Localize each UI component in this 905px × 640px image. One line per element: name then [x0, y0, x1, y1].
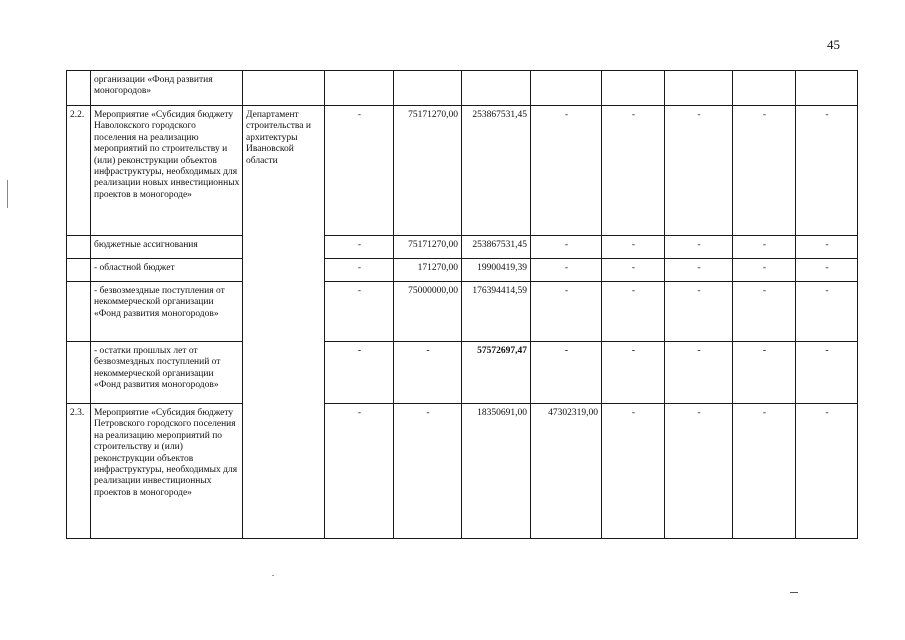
- value-cell: -: [796, 342, 858, 404]
- row-number: 2.2.: [67, 106, 91, 236]
- executor-cell: Департамент строительства и архитектуры Ивановской области: [243, 106, 325, 539]
- value-cell: -: [602, 282, 665, 342]
- row-number: [67, 259, 91, 282]
- value-cell: 176394414,59: [462, 282, 531, 342]
- value-cell: -: [602, 404, 665, 539]
- page-number: 45: [827, 37, 840, 52]
- row-name: - остатки прошлых лет от безвозмездных поступлений от некоммерческой организации «Фонд развития моногородов»: [91, 342, 243, 404]
- row-number: [67, 236, 91, 259]
- value-cell: -: [325, 404, 394, 539]
- value-cell: -: [394, 342, 462, 404]
- value-cell: 75171270,00: [394, 236, 462, 259]
- row-number: [67, 71, 91, 106]
- value-cell: -: [602, 259, 665, 282]
- value-cell: -: [531, 282, 602, 342]
- value-cell: -: [796, 106, 858, 236]
- scan-artifact: [272, 575, 274, 576]
- table-row: [67, 259, 858, 282]
- table-row: [67, 404, 858, 539]
- value-cell: 75000000,00: [394, 282, 462, 342]
- value-cell: 171270,00: [394, 259, 462, 282]
- value-cell: -: [796, 236, 858, 259]
- scan-artifact: [790, 592, 798, 593]
- value-cell: -: [665, 282, 733, 342]
- value-cell: -: [733, 282, 796, 342]
- value-cell: 57572697,47: [462, 342, 531, 404]
- value-cell: -: [733, 106, 796, 236]
- table-row: [67, 106, 858, 236]
- value-cell: -: [796, 404, 858, 539]
- table-row: [67, 282, 858, 342]
- row-name: - областной бюджет: [91, 259, 243, 282]
- value-cell: 253867531,45: [462, 106, 531, 236]
- value-cell: -: [733, 404, 796, 539]
- value-cell: -: [325, 106, 394, 236]
- executor-cell: [243, 71, 325, 106]
- value-cell: -: [531, 342, 602, 404]
- value-cell: 47302319,00: [531, 404, 602, 539]
- value-cell: -: [796, 282, 858, 342]
- value-cell: -: [602, 236, 665, 259]
- value-cell: -: [796, 259, 858, 282]
- value-cell: -: [531, 106, 602, 236]
- value-cell: -: [665, 342, 733, 404]
- value-cell: -: [733, 236, 796, 259]
- row-number: [67, 342, 91, 404]
- budget-table: [66, 70, 858, 539]
- value-cell: -: [602, 342, 665, 404]
- value-cell: -: [733, 342, 796, 404]
- row-number: [67, 282, 91, 342]
- row-name: организации «Фонд развития моногородов»: [91, 71, 243, 106]
- scan-artifact: [7, 180, 8, 208]
- value-cell: 75171270,00: [394, 106, 462, 236]
- row-number: 2.3.: [67, 404, 91, 539]
- table-row: [67, 236, 858, 259]
- row-name: бюджетные ассигнования: [91, 236, 243, 259]
- value-cell: -: [325, 282, 394, 342]
- value-cell: 253867531,45: [462, 236, 531, 259]
- value-cell: -: [325, 342, 394, 404]
- value-cell: -: [665, 404, 733, 539]
- value-cell: -: [531, 259, 602, 282]
- table-row: [67, 342, 858, 404]
- value-cell: -: [733, 259, 796, 282]
- value-cell: -: [325, 236, 394, 259]
- value-cell: -: [394, 404, 462, 539]
- table-row: [67, 71, 858, 106]
- row-name: Мероприятие «Субсидия бюджету Наволокского городского поселения на реализацию мероприятий по строительству и (или) реконструкции объектов инфраструктуры, необходимых для реализации новых инвестиционных проектов в моногороде»: [91, 106, 243, 236]
- value-cell: -: [665, 106, 733, 236]
- value-cell: -: [531, 236, 602, 259]
- row-name: - безвозмездные поступления от некоммерческой организации «Фонд развития моногородов»: [91, 282, 243, 342]
- value-cell: 19900419,39: [462, 259, 531, 282]
- row-name: Мероприятие «Субсидия бюджету Петровского городского поселения на реализацию мероприятий по строительству и (или) реконструкции объектов инфраструктуры, необходимых для реализации инвестиционных проектов в моногороде»: [91, 404, 243, 539]
- value-cell: 18350691,00: [462, 404, 531, 539]
- value-cell: -: [602, 106, 665, 236]
- value-cell: -: [665, 236, 733, 259]
- value-cell: -: [665, 259, 733, 282]
- value-cell: -: [325, 259, 394, 282]
